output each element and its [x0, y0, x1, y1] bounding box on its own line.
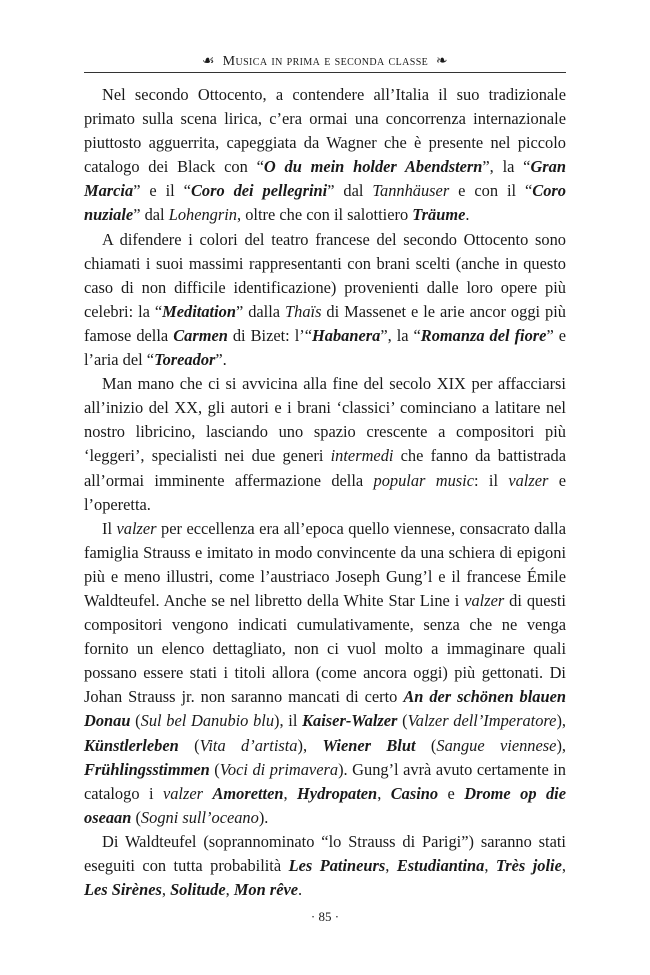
- italic-term: valzer: [162, 783, 204, 803]
- text-run: Man mano che ci si avvicina alla fine del secolo XIX per affacciarsi all’inizio del XX, gli autori e i brani ‘classici’ cominciano a latitare nel nostro libricino, lasciando uno spazio crescente a compositori più ‘leggeri’, specialisti nei due generi: [84, 374, 566, 466]
- text-run: ” dal: [133, 205, 169, 225]
- italic-term: valzer: [116, 518, 157, 538]
- text-run: di questi compositori vengono indicati cumulativamente, senza che ne venga fornito un elenco dettagliato, non ci vuol molto a immaginare quali possano essere stati i titoli allora (come ancora oggi) più gettonati. Di Johan Strauss jr. non saranno mancati di certo: [84, 590, 566, 707]
- work-title: Kaiser-Walzer: [302, 711, 398, 731]
- text-run: ”, la “: [482, 157, 531, 177]
- page-number: · 85 ·: [310, 909, 340, 924]
- work-title: Drome op die oseaan: [84, 783, 566, 827]
- text-run: di Bizet: l’“: [227, 325, 313, 345]
- text-run: ), il: [274, 711, 303, 731]
- work-title: Très jolie: [495, 856, 562, 875]
- text-run: e: [438, 783, 465, 803]
- work-title: Mon rêve: [233, 880, 299, 900]
- text-run: ,: [225, 880, 234, 900]
- text-run: ”.: [215, 350, 227, 370]
- work-title: Carmen: [173, 325, 228, 345]
- text-run: , oltre che con il salottiero: [237, 205, 413, 225]
- paragraph: [84, 372, 566, 517]
- text-run: ). Gung’l avrà avuto certamente in catalogo i: [84, 759, 567, 803]
- text-run: Il: [102, 518, 117, 538]
- text-run: Di Waldteufel (soprannominato “lo Strauss di Parigi”) saranno stati eseguiti con tutta probabilità: [84, 831, 566, 875]
- text-run: ,: [161, 880, 171, 900]
- text-run: ),: [297, 735, 323, 755]
- italic-term: Sogni sull’oceano: [140, 807, 259, 827]
- work-title: Coro dei pellegrini: [190, 181, 328, 201]
- work-title: O du mein holder Abendstern: [263, 157, 483, 177]
- text-run: e con il “: [449, 181, 533, 201]
- text-run: .: [465, 205, 470, 225]
- text-run: (: [178, 735, 200, 755]
- text-run: ” dal: [327, 181, 373, 201]
- work-title: Frühlingsstimmen: [84, 759, 210, 779]
- text-run: ,: [283, 783, 298, 803]
- running-header: [0, 53, 650, 70]
- work-title: Meditation: [162, 301, 236, 321]
- italic-term: Tannhäuser: [372, 181, 450, 201]
- text-run: ”, la “: [380, 325, 421, 345]
- paragraph: [84, 228, 566, 373]
- work-title: Amoretten: [212, 783, 284, 803]
- text-run: : il: [474, 470, 509, 490]
- text-run: .: [298, 880, 303, 900]
- text-run: A difendere i colori del teatro francese del secondo Ottocento sono chiamati i suoi massimi rappresentanti con brani scelti (anche in questo caso di non difficile identificazione) provenienti dalle loro opere più celebri: la “: [84, 229, 566, 321]
- text-run: (: [209, 759, 220, 779]
- italic-term: valzer: [508, 470, 549, 490]
- text-run: ” e il “: [133, 181, 191, 201]
- work-title: Les Patineurs: [288, 856, 386, 875]
- text-run: ),: [556, 735, 566, 755]
- body-text: [84, 83, 566, 902]
- work-title: An der schönen blauen Donau: [84, 687, 566, 731]
- work-title: Les Sirènes: [84, 880, 162, 900]
- work-title: Toreador: [154, 350, 216, 370]
- work-title: Träume: [412, 205, 466, 225]
- work-title: Coro nuziale: [84, 181, 566, 225]
- text-run: (: [131, 807, 141, 827]
- text-run: ).: [258, 807, 269, 827]
- italic-term: Lohengrin: [168, 205, 238, 225]
- text-run: e l’operetta.: [84, 470, 566, 514]
- text-run: (: [397, 711, 408, 731]
- work-title: Künstlerleben: [84, 735, 179, 755]
- running-header-title: Musica in prima e seconda classe: [222, 54, 429, 69]
- paragraph: [84, 830, 566, 902]
- italic-term: Thaïs: [285, 301, 322, 321]
- italic-term: valzer: [464, 590, 505, 610]
- header-rule: [84, 72, 566, 73]
- text-run: per eccellenza era all’epoca quello viennese, consacrato dalla famiglia Strauss e imitato in modo convincente da una schiera di epigoni più e meno illustri, come l’austriaco Joseph Gung’l e il francese Émile Waldteufel. Anche se nel libretto della White Star Line i: [84, 518, 566, 610]
- work-title: Solitude: [170, 880, 226, 900]
- work-title: Romanza del fiore: [420, 325, 547, 345]
- text-run: ,: [385, 856, 397, 875]
- text-run: (: [130, 711, 141, 731]
- work-title: Wiener Blut: [322, 735, 416, 755]
- fleuron-right-icon: ❧: [435, 54, 448, 69]
- text-run: di Massenet e le arie ancor oggi più famose della: [84, 301, 566, 345]
- paragraph: [84, 83, 566, 228]
- work-title: Gran Marcia: [84, 157, 566, 201]
- text-run: ,: [484, 856, 496, 875]
- text-run: ” dalla: [235, 301, 286, 321]
- work-title: Casino: [390, 783, 439, 803]
- work-title: Habanera: [312, 325, 381, 345]
- italic-term: Vita d’artista: [199, 735, 298, 755]
- italic-term: popular music: [373, 470, 474, 490]
- text-run: ),: [556, 711, 567, 731]
- text-run: ,: [561, 856, 566, 875]
- text-run: che fanno da battistrada all’ormai imminente affermazione della: [84, 446, 566, 490]
- text-run: ” e l’aria del “: [84, 325, 566, 370]
- italic-term: Voci di primavera: [219, 759, 339, 779]
- italic-term: intermedi: [330, 446, 394, 466]
- text-run: ,: [377, 783, 391, 803]
- italic-term: Sul bel Danubio blu: [140, 711, 275, 731]
- text-run: (: [415, 735, 437, 755]
- italic-term: Sangue viennese: [436, 735, 557, 755]
- italic-term: Valzer dell’Imperatore: [407, 711, 557, 731]
- work-title: Estudiantina: [396, 856, 485, 875]
- paragraph: [84, 517, 566, 830]
- text-run: Nel secondo Ottocento, a contendere all’Italia il suo tradizionale primato sulla scena lirica, c’era ormai una concorrenza internazionale piuttosto agguerrita, capeggiata da Wagner che è presente nel piccolo catalogo dei Black con “: [84, 85, 566, 177]
- work-title: Hydropaten: [297, 783, 378, 803]
- fleuron-left-icon: ☙: [202, 54, 215, 69]
